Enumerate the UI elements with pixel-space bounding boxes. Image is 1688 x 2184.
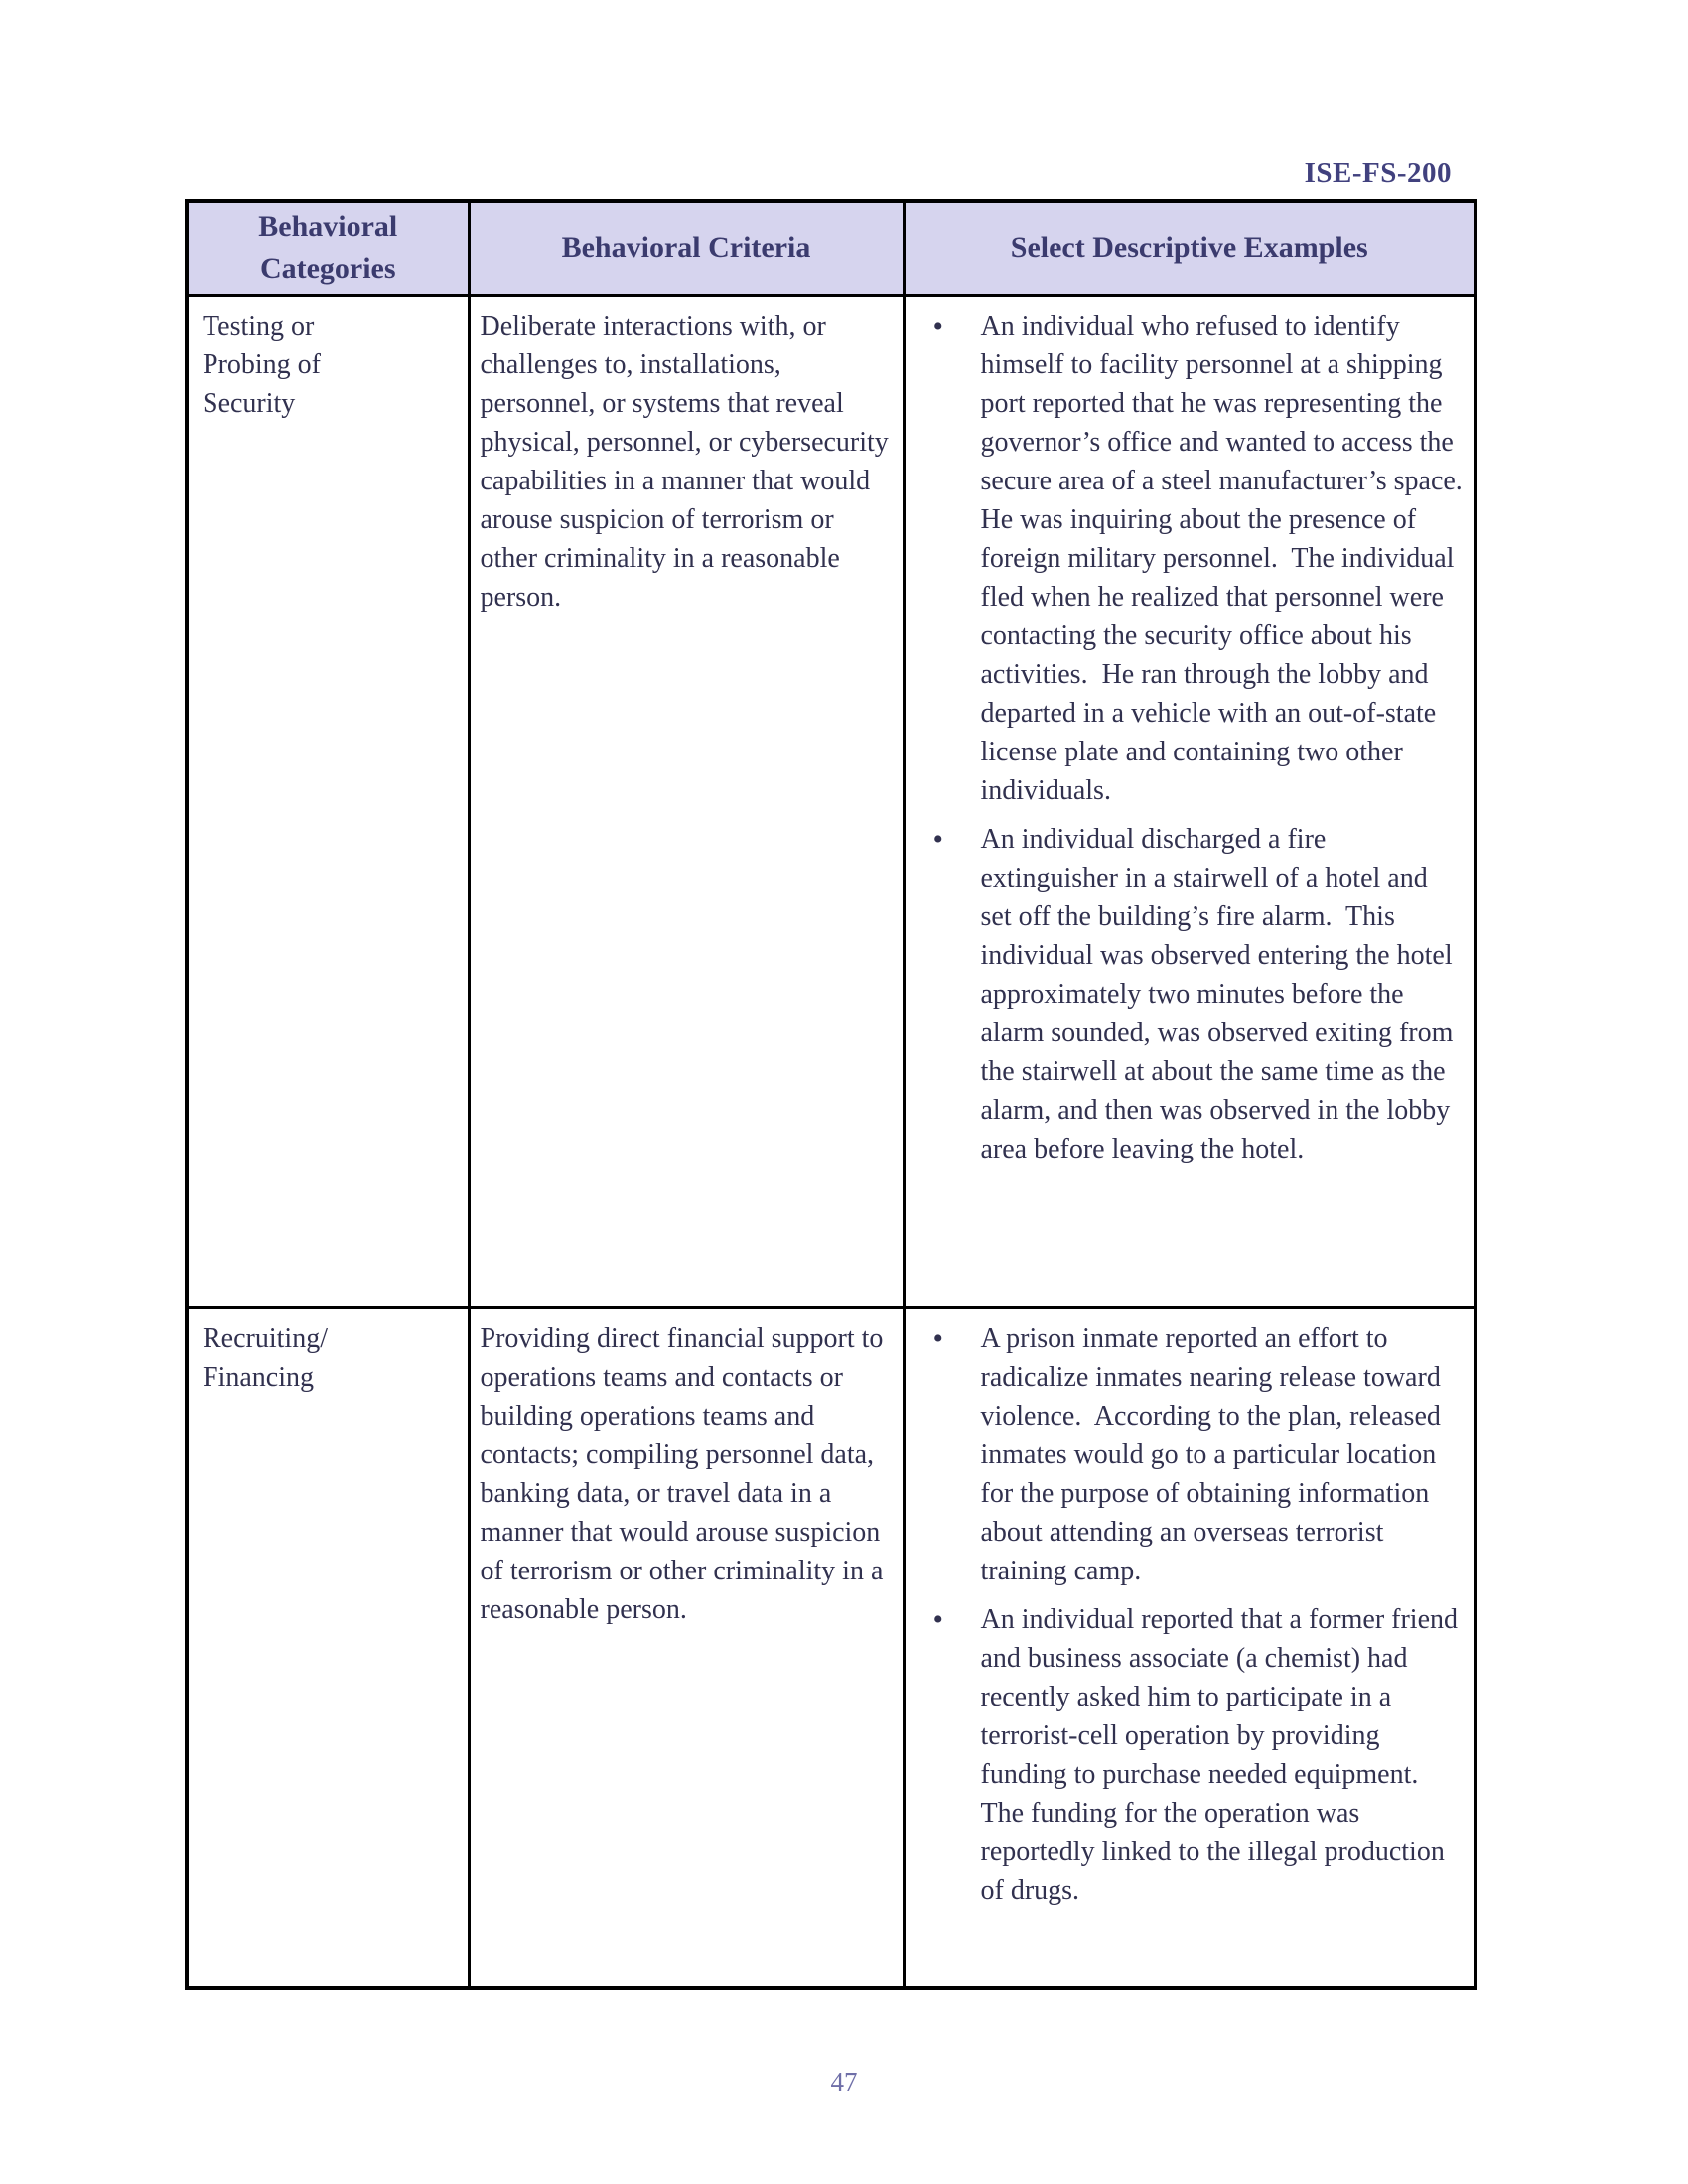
examples-list [923, 307, 1477, 1168]
column-header-behavioral-criteria: Behavioral Criteria [469, 201, 904, 296]
table-row-testing-or-probing [187, 296, 1476, 1308]
examples-cell [904, 296, 1476, 1308]
table-header-row [187, 201, 1476, 296]
example-bullet: • An individual discharged a fire extinguisher in a stairwell of a hotel and set off the building’s fire alarm. This individual was observed entering the hotel approximately two minutes before the alarm sounded, was observed exiting from the stairwell at about the same time as the alarm, and then was observed in the lobby area before leaving the hotel. [923, 820, 1465, 1168]
category-cell: Recruiting/ Financing [187, 1308, 469, 1988]
example-bullet: • An individual who refused to identify himself to facility personnel at a shipping port reported that he was representing the governor’s office and wanted to access the secure area of a steel manufacturer’s space. He was inquiring about the presence of foreign military personnel. The individual fled when he realized that personnel were contacting the security office about his activities. He ran through the lobby and departed in a vehicle with an out-of-state license plate and containing two other individuals. [923, 307, 1465, 810]
examples-list [923, 1319, 1465, 1910]
column-header-behavioral-categories: Behavioral Categories [187, 201, 469, 296]
criteria-cell: Providing direct financial support to operations teams and contacts or building operations teams and contacts; compiling personnel data, banking data, or travel data in a manner that would arouse suspicion of terrorism or other criminality in a reasonable person. [469, 1308, 904, 1988]
example-bullet: • An individual reported that a former friend and business associate (a chemist) had recently asked him to participate in a terrorist-cell operation by providing funding to purchase needed equipment. The funding for the operation was reportedly linked to the illegal production of drugs. [923, 1600, 1465, 1910]
category-cell: Testing or Probing of Security [187, 296, 469, 1308]
criteria-cell: Deliberate interactions with, or challenges to, installations, personnel, or systems that reveal physical, personnel, or cybersecurity capabilities in a manner that would arouse suspicion of terrorism or other criminality in a reasonable person. [469, 296, 904, 1308]
column-header-select-descriptive-examples: Select Descriptive Examples [904, 201, 1476, 296]
page-number: 47 [830, 2067, 858, 2097]
table-row-recruiting-financing [187, 1308, 1476, 1988]
examples-cell [904, 1308, 1476, 1988]
behavioral-indicators-table [185, 199, 1477, 1990]
example-bullet: • A prison inmate reported an effort to radicalize inmates nearing release toward violence. According to the plan, released inmates would go to a particular location for the purpose of obtaining information about attending an overseas terrorist training camp. [923, 1319, 1465, 1590]
document-reference: ISE-FS-200 [1304, 157, 1452, 189]
